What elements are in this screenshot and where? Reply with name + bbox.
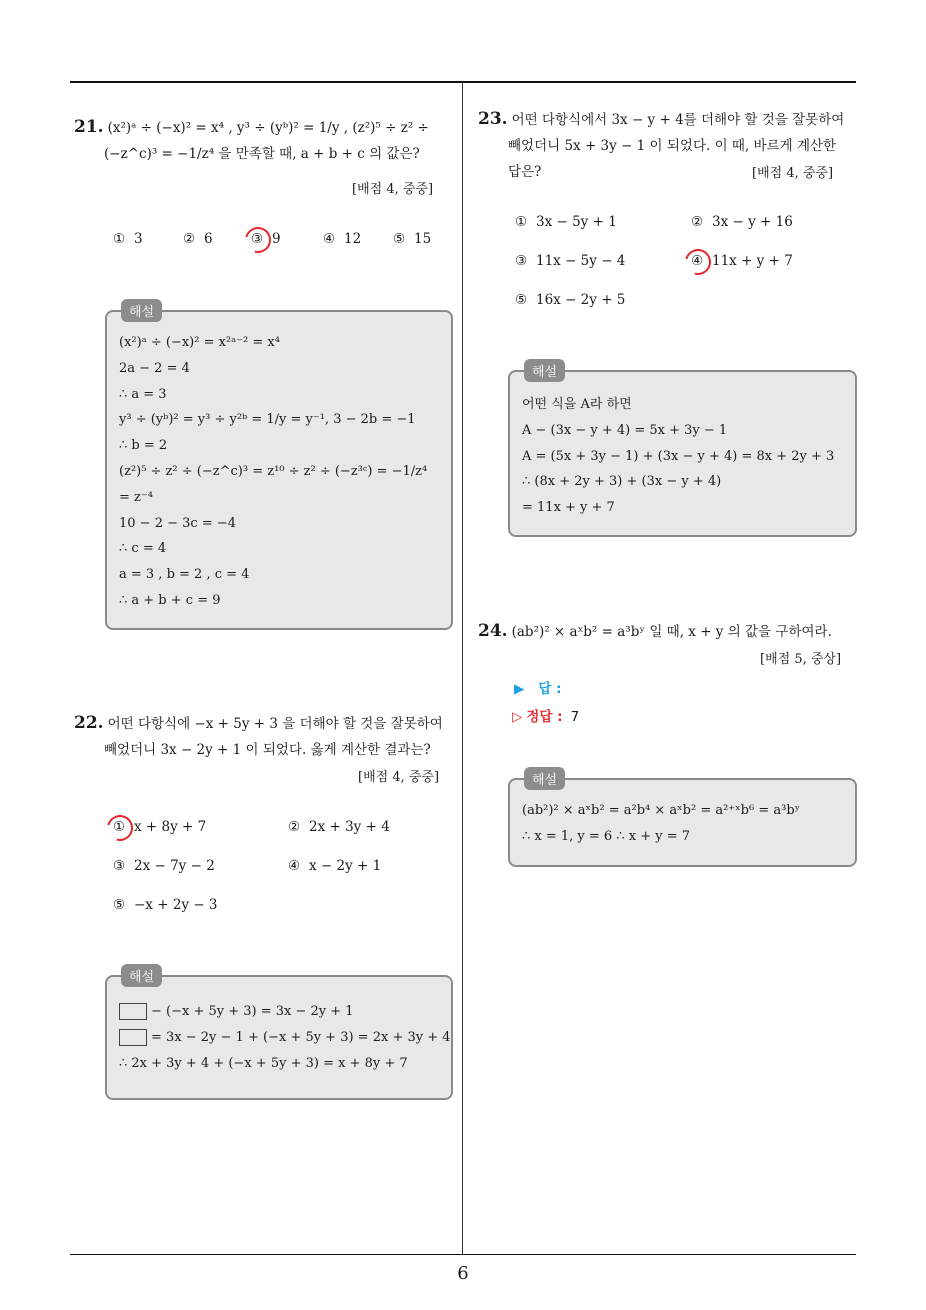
solution-lines: 어떤 식을 A라 하면 A − (3x − y + 4) = 5x + 3y − 1 A = (5x + 3y − 1) + (3x − y + 4) = 8x + 2y + 3 ∴ (8x + 2y + 3) + (3x − y + 4) = 11x + y + 7 xyxy=(522,397,835,516)
solution-badge: 해설 xyxy=(524,767,565,790)
choice-5[interactable]: ⑤ 16x − 2y + 5 xyxy=(514,292,626,308)
solution-badge: 해설 xyxy=(524,359,565,382)
question-number: 22. xyxy=(74,713,104,733)
question-number: 23. xyxy=(478,109,508,129)
outline-triangle-icon: ▷ xyxy=(512,709,523,725)
solution-box-23 xyxy=(508,365,857,537)
question-stem-line2: 빼었더니 3x − 2y + 1 이 되었다. 옳게 계산한 결과는? xyxy=(104,742,431,758)
choice-1-correct[interactable]: ① x + 8y + 7 xyxy=(110,818,206,836)
question-22 xyxy=(74,710,454,763)
solution-lines: (x²)ᵃ ÷ (−x)² = x²ᵃ⁻² = x⁴ 2a − 2 = 4 ∴ a = 3 y³ ÷ (yᵇ)² = y³ ÷ y²ᵇ = 1/y = y⁻¹, 3 − 2b = −1 ∴ b = 2 (z²)⁵ ÷ z² ÷ (−z^c)³ = z¹⁰ ÷ z² ÷ (−z³ᶜ) = −1/z⁴ = z⁻⁴ 10 − 2 − 3c = −4 ∴ c = 4 a = 3 , b = 2 , c = 4 ∴ a + b + c = 9 xyxy=(119,335,428,608)
question-stem-line1: 어떤 다항식에서 3x − y + 4를 더해야 할 것을 잘못하여 xyxy=(511,112,845,128)
solution-badge: 해설 xyxy=(121,299,162,322)
choice-4[interactable]: ④ x − 2y + 1 xyxy=(287,858,382,874)
question-21 xyxy=(74,114,454,167)
choice-4-correct[interactable]: ④ 11x + y + 7 xyxy=(688,252,793,270)
question-number: 24. xyxy=(478,621,508,641)
question-meta: [배점 4, 중중] xyxy=(358,770,440,785)
solution-lines: (ab²)² × aˣb² = a²b⁴ × aˣb² = a²⁺ˣb⁶ = a³bʸ ∴ x = 1, y = 6 ∴ x + y = 7 xyxy=(522,803,801,844)
solution-box-21 xyxy=(105,305,453,630)
question-stem-line1: 어떤 다항식에 −x + 5y + 3 을 더해야 할 것을 잘못하여 xyxy=(107,716,443,732)
page-number: 6 xyxy=(457,1263,469,1284)
correct-answer-circle: ① xyxy=(110,818,128,836)
question-stem-line1: (x²)ᵃ ÷ (−x)² = x⁴ , y³ ÷ (yᵇ)² = 1/y , (z²)⁵ ÷ z² ÷ xyxy=(107,120,429,136)
correct-answer-circle: ③ xyxy=(248,230,266,248)
question-meta: [배점 4, 중중] xyxy=(352,182,434,197)
correct-label: 정답 : xyxy=(526,709,563,725)
question-stem-line3: 답은? xyxy=(508,164,542,180)
question-stem-line2: 빼었더니 5x + 3y − 1 이 되었다. 이 때, 바르게 계산한 xyxy=(508,138,837,154)
question-stem-line2: (−z^c)³ = −1/z⁴ 을 만족할 때, a + b + c 의 값은? xyxy=(104,146,420,162)
question-meta: [배점 4, 중중] xyxy=(752,166,834,181)
blank-box xyxy=(119,1003,147,1020)
solution-badge: 해설 xyxy=(121,964,162,987)
top-rule xyxy=(70,81,856,83)
choice-5[interactable]: ⑤ −x + 2y − 3 xyxy=(112,897,218,913)
choice-1[interactable]: ① 3 xyxy=(112,231,143,247)
bottom-rule xyxy=(70,1254,856,1255)
choice-4[interactable]: ④ 12 xyxy=(322,231,362,247)
question-24 xyxy=(478,618,860,645)
correct-value: 7 xyxy=(570,709,580,725)
solution-box-24 xyxy=(508,773,857,867)
choice-2[interactable]: ② 3x − y + 16 xyxy=(690,214,793,230)
answer-row xyxy=(514,677,562,697)
question-number: 21. xyxy=(74,117,104,137)
correct-answer-circle: ④ xyxy=(688,252,706,270)
play-triangle-icon: ▶ xyxy=(514,681,525,697)
solution-lines: − (−x + 5y + 3) = 3x − 2y + 1 = 3x − 2y − 1 + (−x + 5y + 3) = 2x + 3y + 4 ∴ 2x + 3y + 4 + (−x + 5y + 3) = x + 8y + 7 xyxy=(119,1004,451,1071)
choice-3[interactable]: ③ 2x − 7y − 2 xyxy=(112,858,215,874)
correct-answer-row xyxy=(512,705,579,725)
answer-label: 답 : xyxy=(538,681,562,697)
choice-2[interactable]: ② 2x + 3y + 4 xyxy=(287,819,390,835)
solution-box-22 xyxy=(105,970,453,1100)
choice-1[interactable]: ① 3x − 5y + 1 xyxy=(514,214,617,230)
question-stem-line1: (ab²)² × aˣb² = a³bʸ 일 때, x + y 의 값을 구하여라. xyxy=(511,624,832,640)
blank-box xyxy=(119,1029,147,1046)
choice-2[interactable]: ② 6 xyxy=(182,231,213,247)
question-meta: [배점 5, 중상] xyxy=(760,652,842,667)
choice-5[interactable]: ⑤ 15 xyxy=(392,231,432,247)
choice-3[interactable]: ③ 11x − 5y − 4 xyxy=(514,253,626,269)
choice-3-correct[interactable]: ③ 9 xyxy=(248,230,281,248)
column-divider xyxy=(462,83,463,1254)
